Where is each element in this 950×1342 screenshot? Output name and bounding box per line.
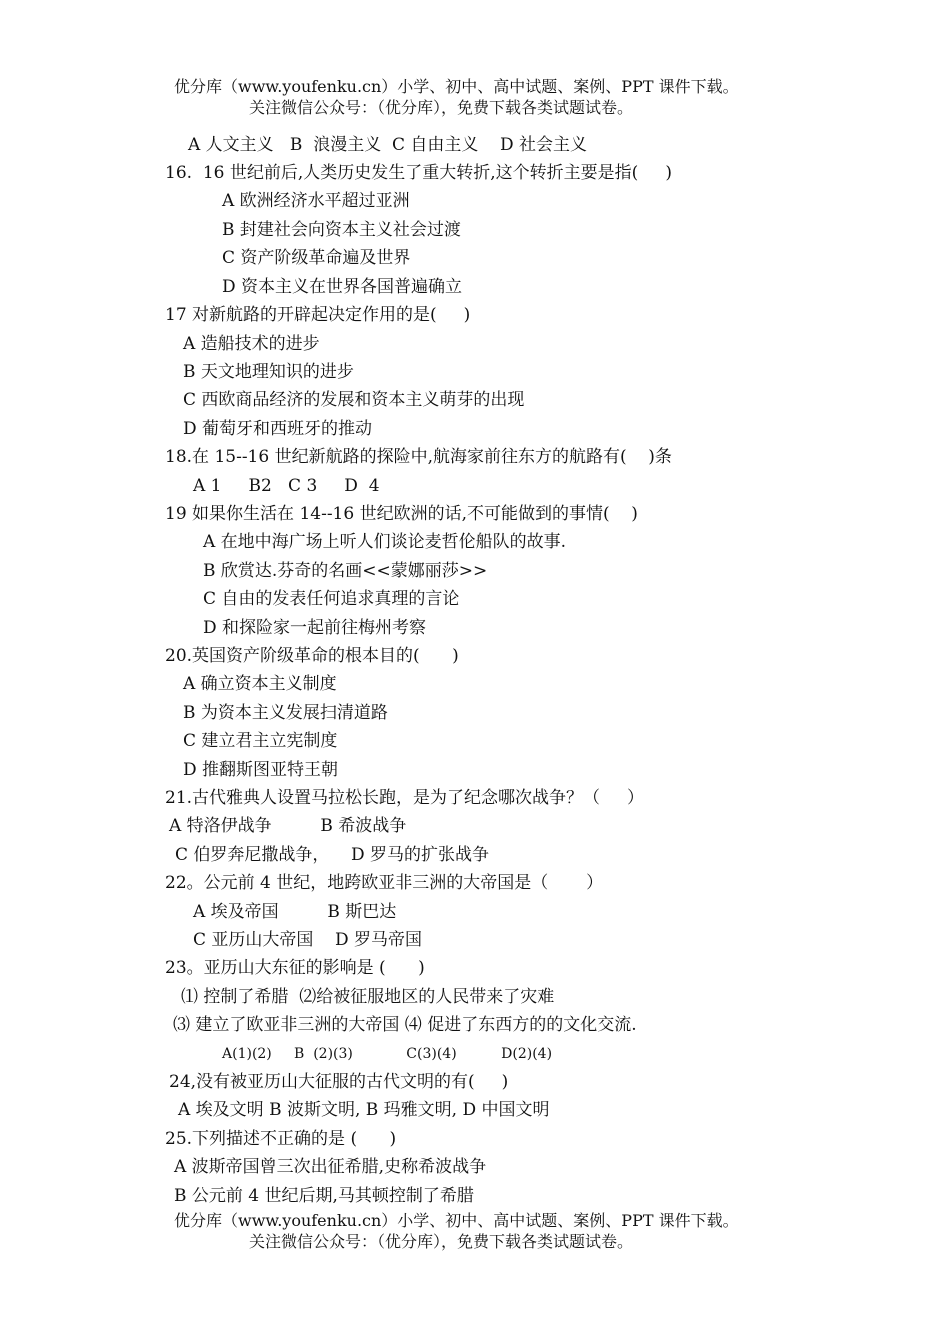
q25-option-a: A 波斯帝国曾三次出征希腊,史称希波战争 xyxy=(174,1157,487,1177)
header-line-1: 优分库（www.youfenku.cn）小学、初中、高中试题、案例、PPT 课件下载。 xyxy=(174,77,739,96)
q18-options: A 1 B2 C 3 D 4 xyxy=(193,476,380,496)
q19-question: 19 如果你生活在 14--16 世纪欧洲的话,不可能做到的事情( ) xyxy=(165,504,638,524)
q22-question: 22。公元前 4 世纪，地跨欧亚非三洲的大帝国是（ ） xyxy=(165,873,604,893)
q24-question: 24,没有被亚历山大征服的古代文明的有( ) xyxy=(169,1072,509,1092)
q21-question: 21.古代雅典人设置马拉松长跑，是为了纪念哪次战争？（ ） xyxy=(165,788,645,808)
q23-statements-34: ⑶ 建立了欧亚非三洲的大帝国 ⑷ 促进了东西方的的文化交流. xyxy=(173,1015,637,1035)
q19-option-a: A 在地中海广场上听人们谈论麦哲伦船队的故事. xyxy=(203,532,567,552)
q16-option-d: D 资本主义在世界各国普遍确立 xyxy=(222,277,463,297)
header-line-2: 关注微信公众号：（优分库），免费下载各类试题试卷。 xyxy=(249,98,634,117)
q22-options-ab: A 埃及帝国 B 斯巴达 xyxy=(193,902,397,922)
q21-options-cd: C 伯罗奔尼撒战争， D 罗马的扩张战争 xyxy=(175,845,490,865)
q25-question: 25.下列描述不正确的是 ( ) xyxy=(165,1129,397,1149)
q20-question: 20.英国资产阶级革命的根本目的( ) xyxy=(165,646,459,666)
footer-line-2: 关注微信公众号：（优分库），免费下载各类试题试卷。 xyxy=(249,1232,634,1251)
q23-statements-12: ⑴ 控制了希腊 ⑵给被征服地区的人民带来了灾难 xyxy=(181,987,555,1007)
q22-options-cd: C 亚历山大帝国 D 罗马帝国 xyxy=(193,930,423,950)
q17-option-c: C 西欧商品经济的发展和资本主义萌芽的出现 xyxy=(183,390,525,410)
q20-option-a: A 确立资本主义制度 xyxy=(183,674,337,694)
q17-option-d: D 葡萄牙和西班牙的推动 xyxy=(183,419,373,439)
q24-options: A 埃及文明 B 波斯文明, B 玛雅文明, D 中国文明 xyxy=(178,1100,550,1120)
q19-option-d: D 和探险家一起前往梅州考察 xyxy=(203,618,427,638)
q23-options: A(1)(2) B (2)(3) C(3)(4) D(2)(4) xyxy=(222,1046,553,1062)
q16-question: 16. 16 世纪前后,人类历史发生了重大转折,这个转折主要是指( ) xyxy=(165,163,672,183)
q20-option-c: C 建立君主立宪制度 xyxy=(183,731,338,751)
q25-option-b: B 公元前 4 世纪后期,马其顿控制了希腊 xyxy=(174,1186,474,1206)
footer-line-1: 优分库（www.youfenku.cn）小学、初中、高中试题、案例、PPT 课件下载。 xyxy=(174,1211,739,1230)
q21-options-ab: A 特洛伊战争 B 希波战争 xyxy=(169,816,407,836)
q17-question: 17 对新航路的开辟起决定作用的是( ) xyxy=(165,305,471,325)
q23-question: 23。亚历山大东征的影响是 ( ) xyxy=(165,958,425,978)
q16-option-a: A 欧洲经济水平超过亚洲 xyxy=(222,191,410,211)
q19-option-c: C 自由的发表任何追求真理的言论 xyxy=(203,589,460,609)
q16-option-b: B 封建社会向资本主义社会过渡 xyxy=(222,220,461,240)
q19-option-b: B 欣赏达.芬奇的名画<<蒙娜丽莎>> xyxy=(203,561,488,581)
q20-option-d: D 推翻斯图亚特王朝 xyxy=(183,760,339,780)
q15-options: A 人文主义 B 浪漫主义 C 自由主义 D 社会主义 xyxy=(188,135,588,155)
q20-option-b: B 为资本主义发展扫清道路 xyxy=(183,703,388,723)
q16-option-c: C 资产阶级革命遍及世界 xyxy=(222,248,411,268)
q17-option-b: B 天文地理知识的进步 xyxy=(183,362,354,382)
q18-question: 18.在 15--16 世纪新航路的探险中,航海家前往东方的航路有( )条 xyxy=(165,447,672,467)
q17-option-a: A 造船技术的进步 xyxy=(183,334,320,354)
